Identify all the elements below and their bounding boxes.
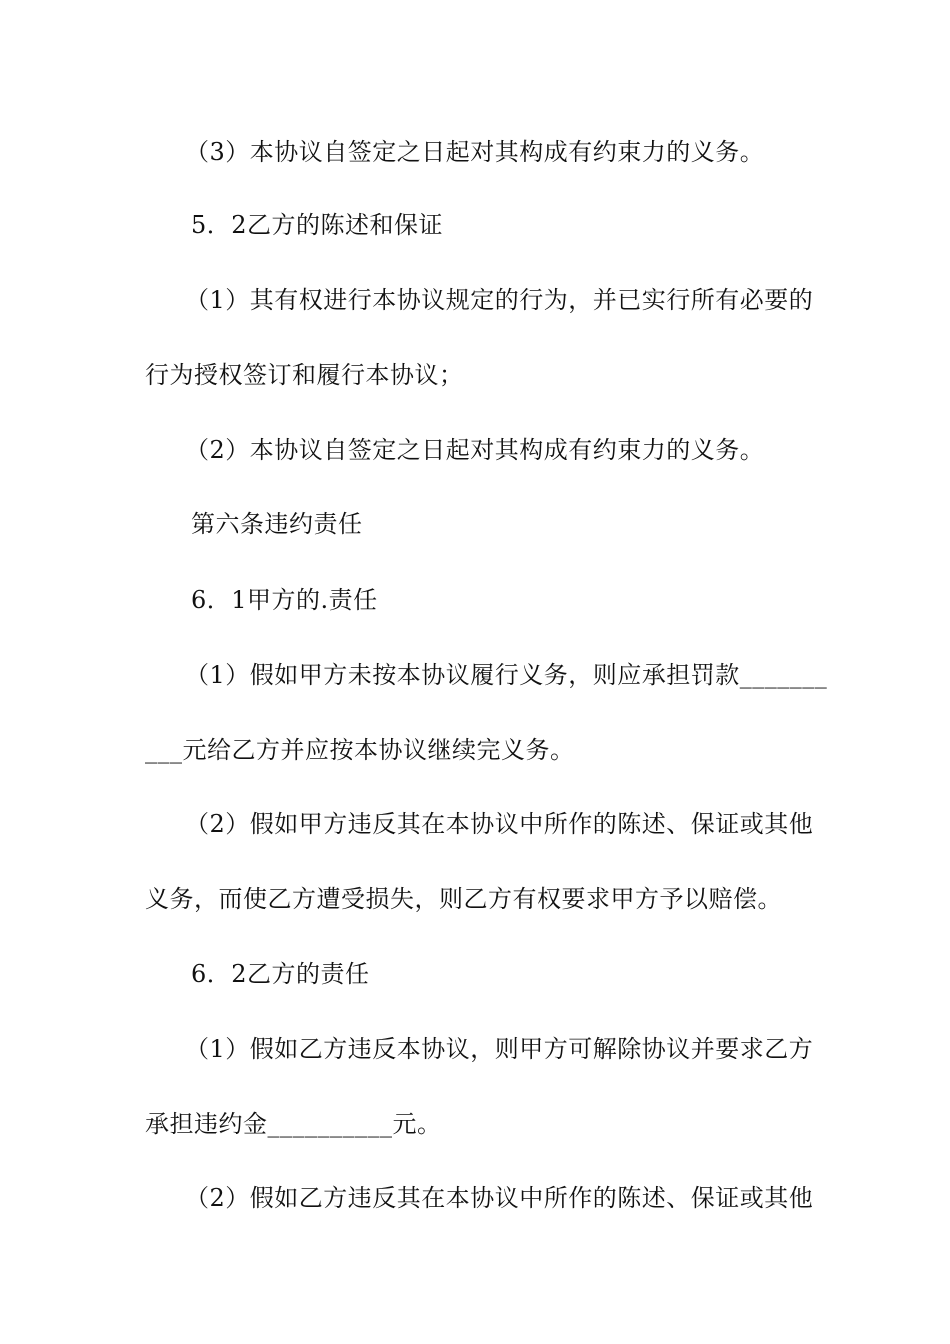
section-heading: 5．2乙方的陈述和保证 [191,211,444,239]
paragraph-line: （2）假如乙方违反其在本协议中所作的陈述、保证或其他 [185,1184,814,1212]
paragraph-line: （3）本协议自签定之日起对其构成有约束力的义务。 [185,138,765,166]
paragraph-line: （1）其有权进行本协议规定的行为，并已实行所有必要的 [185,286,814,314]
paragraph-line: （2）假如甲方违反其在本协议中所作的陈述、保证或其他 [185,810,814,838]
section-heading: 6．2乙方的责任 [191,960,370,988]
paragraph-line: （1）假如甲方未按本协议履行义务，则应承担罚款_______ [185,661,828,689]
paragraph-line: ___元给乙方并应按本协议继续完义务。 [145,736,575,764]
paragraph-line: （2）本协议自签定之日起对其构成有约束力的义务。 [185,436,765,464]
paragraph-line: （1）假如乙方违反本协议，则甲方可解除协议并要求乙方 [185,1035,814,1063]
article-heading: 第六条违约责任 [191,510,363,538]
section-heading: 6．1甲方的.责任 [191,586,378,614]
paragraph-line: 行为授权签订和履行本协议； [145,361,464,389]
paragraph-line: 承担违约金__________元。 [145,1110,442,1138]
paragraph-line: 义务，而使乙方遭受损失，则乙方有权要求甲方予以赔偿。 [145,885,782,913]
